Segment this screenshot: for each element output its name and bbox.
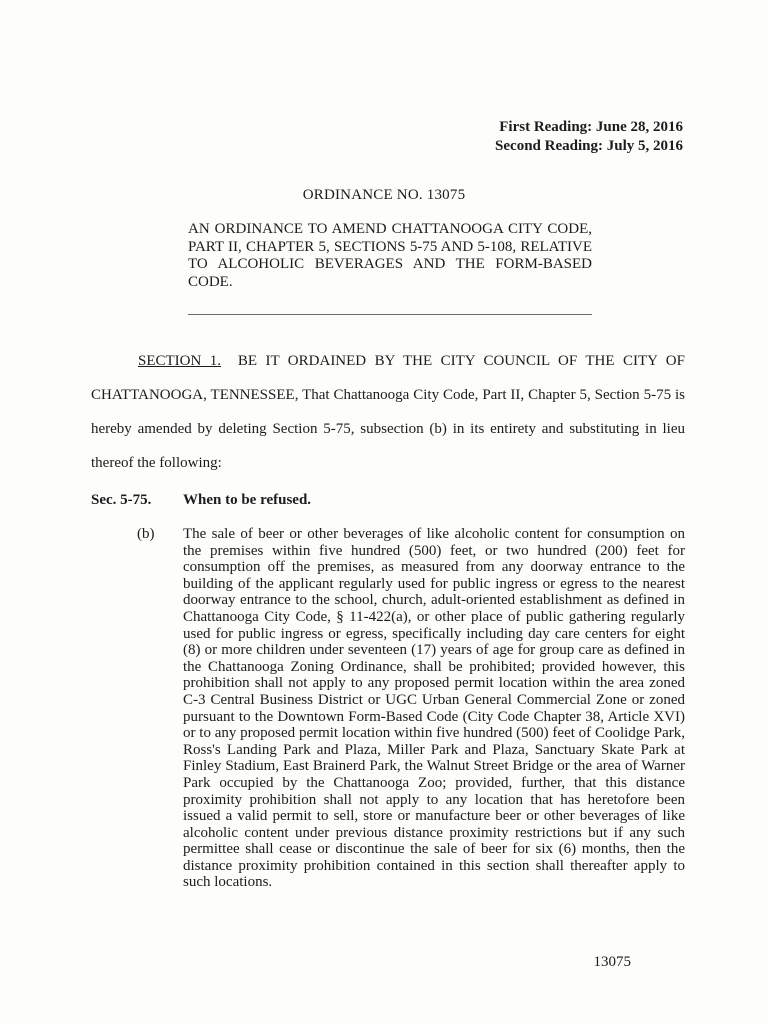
subsection-label: (b) [137,526,155,542]
page-number: 13075 [593,954,631,970]
section-1-label: SECTION 1. [138,353,222,369]
section-1-text: BE IT ORDAINED BY THE CITY COUNCIL OF THE CITY OF CHATTANOOGA, TENNESSEE, That Chattanooga City Code, Part II, Chapter 5, Section 5-75 is hereby amended by deleting Section 5-75, subsection (b) in its entirety and substituting in lieu thereof the following: [91,353,685,471]
section-1-paragraph [91,344,685,480]
section-heading [91,492,311,509]
ordinance-number: ORDINANCE NO. 13075 [302,187,466,203]
subsection-text: The sale of beer or other beverages of like alcoholic content for consumption on the premises within five hundred (500) feet, or two hundred (200) feet for consumption off the premises, as measured from any doorway entrance to the building of the applicant regularly used for public ingress or egress to the nearest doorway entrance to the school, church, adult-oriented establishment as defined in Chattanooga City Code, § 11-422(a), or other place of public gathering regularly used for public ingress or egress, specifically including day care centers for eight (8) or more children under seventeen (17) years of age for group care as defined in the Chattanooga Zoning Ordinance, shall be prohibited; provided however, this prohibition shall not apply to any proposed permit location within the area zoned C-3 Central Business District or UGC Urban General Commercial Zone or zoned pursuant to the Downtown Form-Based Code (City Code Chapter 38, Article XVI) or to any proposed permit location within five hundred (500) feet of Coolidge Park, Ross's Landing Park and Plaza, Miller Park and Plaza, Sanctuary Skate Park at Finley Stadium, East Brainerd Park, the Walnut Street Bridge or the area of Warner Park occupied by the Chattanooga Zoo; provided, further, that this distance proximity prohibition shall not apply to any location that has heretofore been issued a valid permit to sell, store or manufacture beer or other beverages of like alcoholic content under previous distance proximity restrictions but if any such permittee shall cease or discontinue the sale of beer for six (6) months, then the distance proximity prohibition contained in this section shall thereafter apply to such locations. [183,526,685,891]
second-reading-date: Second Reading: July 5, 2016 [495,138,683,154]
first-reading-date: First Reading: June 28, 2016 [499,119,683,135]
section-number: Sec. 5-75. [91,492,152,508]
title-divider [188,314,592,315]
reading-dates [495,118,683,156]
section-title: When to be refused. [183,492,312,508]
ordinance-title: AN ORDINANCE TO AMEND CHATTANOOGA CITY CODE, PART II, CHAPTER 5, SECTIONS 5-75 AND 5-108, RELATIVE TO ALCOHOLIC BEVERAGES AND THE FORM-BASED CODE. [188,221,592,290]
